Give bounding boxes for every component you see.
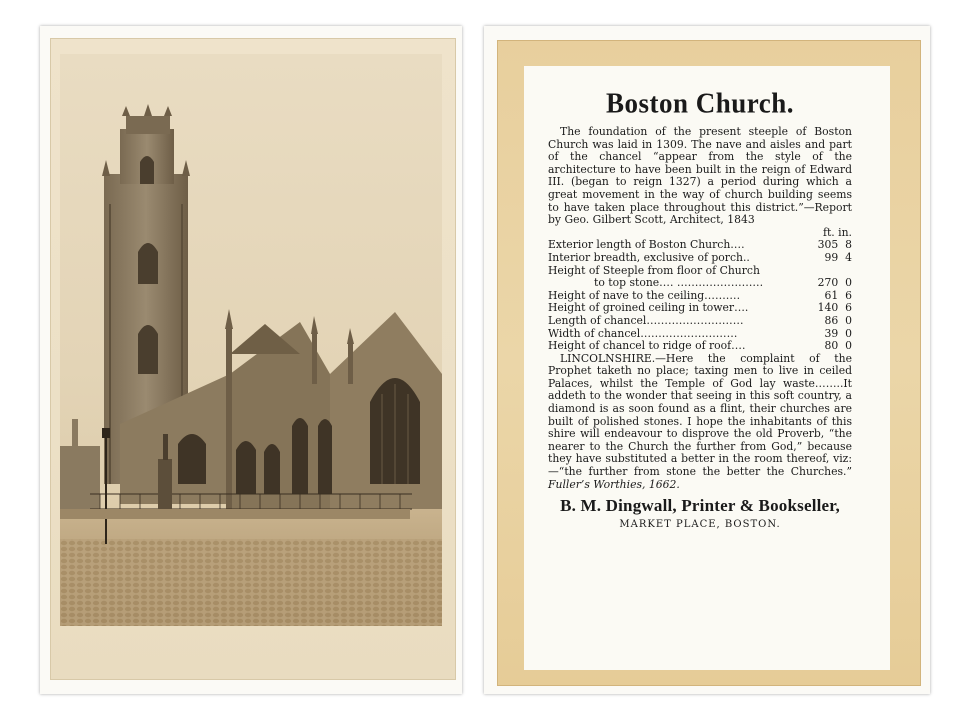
measurement-row: Height of chancel to ridge of roof…. 80 0: [548, 339, 852, 353]
church-illustration: [60, 54, 442, 626]
measurement-row: to top stone…. …………………… 270 0: [594, 276, 852, 290]
measurement-row: Height of Steeple from floor of Church: [548, 264, 760, 277]
printer-address: MARKET PLACE, BOSTON.: [619, 519, 781, 531]
text-content: [548, 86, 852, 532]
units-row: [548, 227, 852, 240]
measurement-row: Interior breadth, exclusive of porch.. 99 4: [548, 250, 852, 264]
measurement-row: Width of chancel……………………… 39 0: [548, 326, 852, 340]
measurements-list: [548, 239, 852, 352]
intro-paragraph: The foundation of the present steeple of Boston Church was laid in 1309. The nave and aisles and part of the chancel “appear from the style of the architecture to have been built in the reign of Edward III. (began to reign 1327) a period during which a great movement in the way of church building seems to have taken place throughout this district.”—Report by Geo. Gilbert Scott, Architect, 1843: [548, 125, 852, 227]
church-photograph: [60, 54, 442, 626]
quote-paragraph: LINCOLNSHIRE.—Here the complaint of the Prophet taketh no place; taxing men to live in ceiled Palaces, whilst the Temple of God lay waste……..It addeth to the wonder that seeing in this soft country, a diamond is as soon found as a flint, their churches are built of polished stones. I hope the inhabitants of this shire will endeavour to disprove the old Proverb, “the nearer to the Church the further from God,” because they have substituted a better in the room thereof, viz:—“the further from stone the better the Churches.” Fuller’s Worthies, 1662.: [548, 351, 852, 491]
measurement-row: Length of chancel……………………… 86 0: [548, 313, 852, 327]
card-title: Boston Church.: [605, 87, 795, 119]
measurement-row: Height of groined ceiling in tower…. 140 6: [548, 301, 852, 315]
citation: Fuller’s Worthies, 1662.: [548, 477, 680, 491]
measurement-row: Exterior length of Boston Church…. 305 8: [548, 238, 852, 252]
measurement-row: Height of nave to the ceiling………. 61 6: [548, 288, 852, 302]
units-label: ft. in.: [822, 225, 852, 239]
printer-name: B. M. Dingwall, Printer & Bookseller,: [560, 496, 840, 516]
